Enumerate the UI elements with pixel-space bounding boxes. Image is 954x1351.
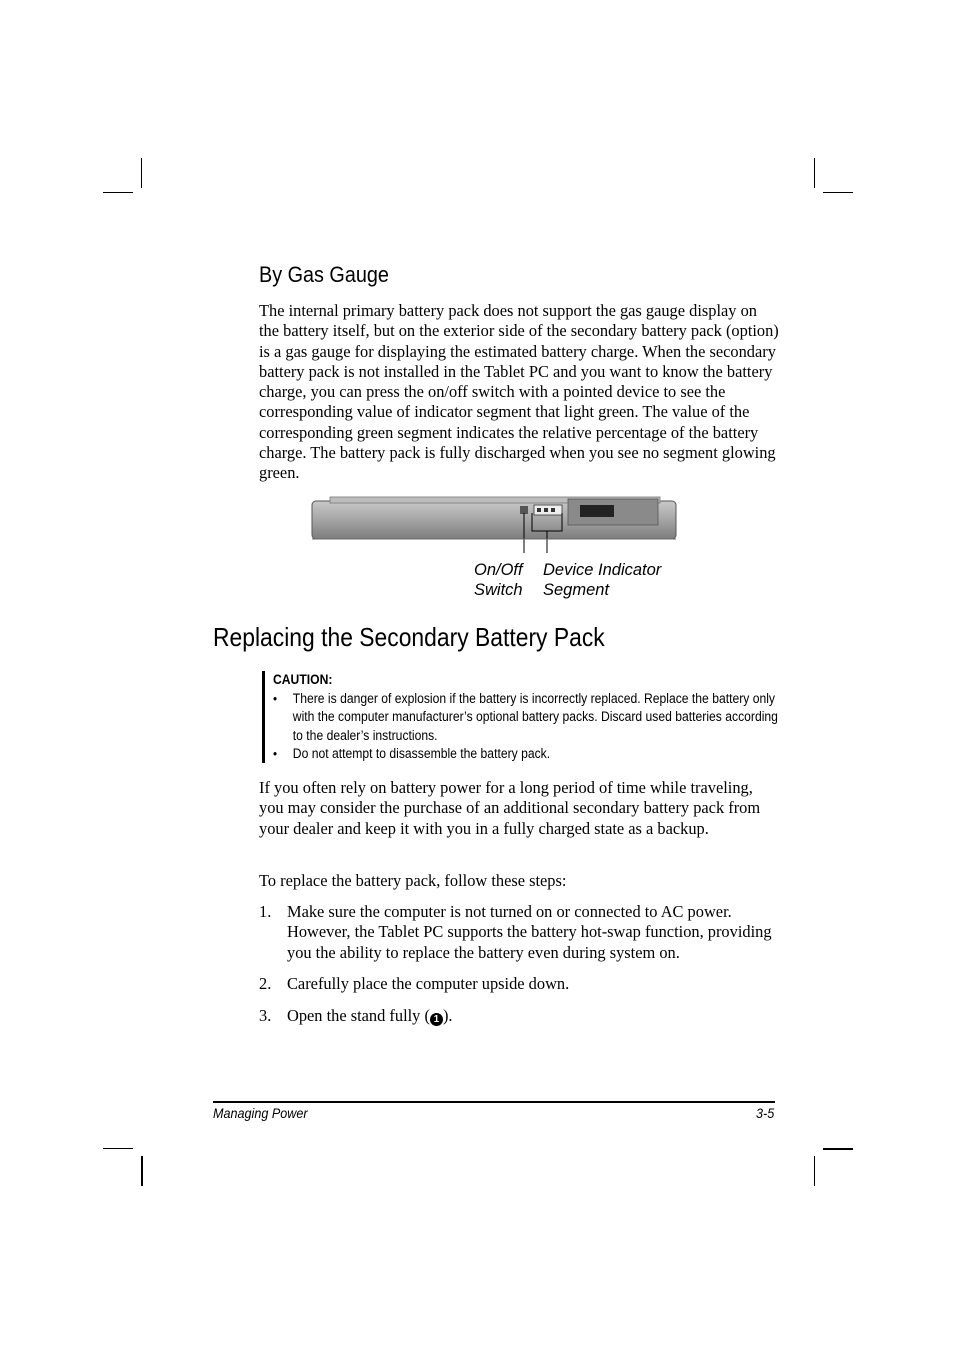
step-text: Make sure the computer is not turned on or connected to AC power. However, the Tablet PC supports the battery hot-swap function, providing you the ability to replace the battery even during system on.	[287, 902, 772, 962]
crop-mark	[823, 192, 853, 193]
crop-mark	[141, 158, 142, 188]
caution-list	[273, 690, 793, 764]
body-paragraph: If you often rely on battery power for a long period of time while traveling, you may consider the purchase of an additional secondary battery pack from your dealer and keep it with you in a fully charged state as a backup.	[259, 778, 761, 838]
crop-mark	[103, 192, 133, 193]
footer-rule	[213, 1101, 775, 1103]
step-text: Open the stand fully (	[287, 1006, 430, 1026]
on-off-switch-label: On/Off Switch	[474, 561, 523, 599]
gas-gauge-paragraph: The internal primary battery pack does not support the gas gauge display on the battery itself, but on the exterior side of the secondary battery pack (option) is a gas gauge for displaying the estimated battery charge. When the secondary battery pack is not installed in the Tablet PC and you want to know the battery charge, you can press the on/off switch with a pointed device to see the corresponding value of indicator segment that light green. The value of the corresponding green segment indicates the relative percentage of the battery charge. The battery pack is fully discharged when you see no segment glowing green.	[259, 301, 779, 483]
steps-list	[259, 902, 779, 1038]
crop-mark	[823, 1148, 853, 1150]
crop-mark	[141, 1156, 143, 1186]
caution-item: • Do not attempt to disassemble the battery pack.	[273, 745, 779, 764]
device-indicator-segment-label: Device Indicator Segment	[543, 561, 662, 599]
step-number: 2.	[259, 974, 272, 994]
battery-pack-illustration	[310, 495, 680, 555]
crop-mark	[103, 1148, 133, 1149]
step-number: 3.	[259, 1006, 272, 1026]
footer-page-number: 3-5	[755, 1105, 774, 1121]
step-number: 1.	[259, 902, 272, 921]
circled-number-icon: 1	[430, 1013, 443, 1026]
step-text: Carefully place the computer upside down.	[287, 974, 570, 994]
caution-item: • There is danger of explosion if the battery is incorrectly replaced. Replace the battery only with the computer manufacturer’s optional battery packs. Discard used batteries according to the dealer’s instructions.	[273, 690, 779, 746]
steps-intro: To replace the battery pack, follow these steps:	[259, 871, 567, 890]
crop-mark	[814, 158, 815, 188]
section-subheading: By Gas Gauge	[259, 262, 389, 287]
crop-mark	[814, 1156, 815, 1186]
step-text: ).	[442, 1006, 453, 1026]
step-item	[259, 902, 779, 963]
caution-title: CAUTION:	[273, 672, 333, 687]
page-heading: Replacing the Secondary Battery Pack	[213, 622, 605, 652]
footer-chapter: Managing Power	[213, 1105, 308, 1121]
battery-pack-figure	[310, 495, 680, 555]
caution-box	[262, 671, 793, 763]
step-item	[259, 1006, 779, 1026]
step-item	[259, 974, 779, 994]
